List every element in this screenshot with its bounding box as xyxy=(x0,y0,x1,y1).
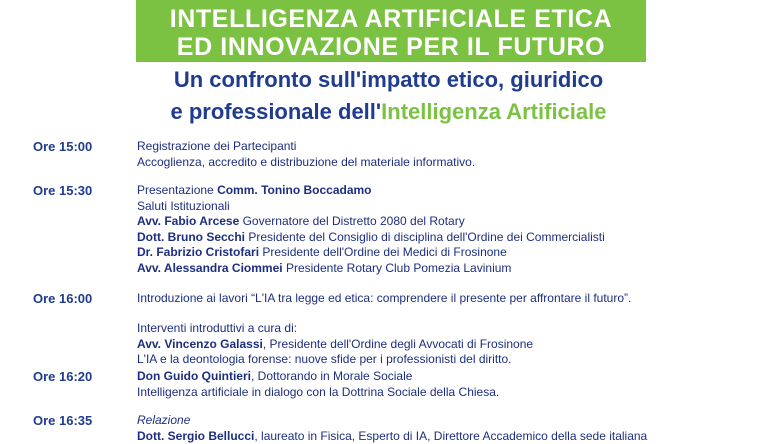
schedule-text: Presidente Rotary Club Pomezia Lavinium xyxy=(282,261,512,275)
schedule-line xyxy=(137,245,507,261)
schedule-row xyxy=(0,183,777,277)
schedule-text: , laureato in Fisica, Esperto di IA, Direttore Accademico della sede italiana xyxy=(254,428,648,443)
schedule-text: Presidente del Consiglio di disciplina dell'Ordine dei Commercialisti xyxy=(245,229,605,244)
schedule-text: , Presidente dell'Ordine degli Avvocati di Frosinone xyxy=(262,336,534,351)
schedule-line xyxy=(137,139,296,155)
schedule-text: Introduzione ai lavori “L'IA tra legge ed etica: comprendere il presente per affrontare il futuro”. xyxy=(137,291,632,305)
schedule-row xyxy=(0,369,777,400)
schedule-line xyxy=(137,352,512,368)
schedule-line xyxy=(137,321,297,337)
schedule-row xyxy=(0,321,777,368)
speaker-name: Dott. Bruno Secchi xyxy=(137,229,246,244)
speaker-name: Avv. Fabio Arcese xyxy=(137,214,240,229)
schedule-text: L'IA e la deontologia forense: nuove sfide per i professionisti del diritto. xyxy=(137,352,512,367)
title-banner xyxy=(136,0,646,62)
banner-title-line-1: INTELLIGENZA ARTIFICIALE ETICA xyxy=(169,5,613,33)
schedule-time: Ore 15:30 xyxy=(33,183,93,198)
schedule-line xyxy=(137,429,647,444)
schedule-text: Registrazione dei Partecipanti xyxy=(137,139,297,153)
subtitle-text: e professionale dell' xyxy=(170,99,382,124)
banner-title-line-2: ED INNOVAZIONE PER IL FUTURO xyxy=(176,33,606,61)
schedule-line xyxy=(137,369,412,385)
schedule-text: Governatore del Distretto 2080 del Rotary xyxy=(239,214,465,229)
subtitle-highlight: Intelligenza Artificiale xyxy=(381,99,607,124)
schedule-line xyxy=(137,155,475,171)
schedule-text: Interventi introduttivi a cura di: xyxy=(137,321,298,335)
schedule-time: Ore 16:35 xyxy=(33,413,93,428)
schedule-text: , Dottorando in Morale Sociale xyxy=(251,369,413,383)
speaker-name: Avv. Alessandra Ciommei xyxy=(137,261,283,275)
schedule-text: Intelligenza artificiale in dialogo con la Dottrina Sociale della Chiesa. xyxy=(137,384,500,399)
schedule-text: Accoglienza, accredito e distribuzione del materiale informativo. xyxy=(137,154,476,169)
speaker-name: Dr. Fabrizio Cristofari xyxy=(137,245,260,260)
schedule-line xyxy=(137,261,511,277)
subtitle-line-1: Un confronto sull'impatto etico, giuridico xyxy=(173,67,604,92)
schedule-line xyxy=(137,413,190,429)
schedule-line xyxy=(137,199,230,215)
schedule-line xyxy=(137,183,372,199)
schedule-line xyxy=(137,230,605,246)
schedule-line xyxy=(137,337,533,353)
schedule-text: Presentazione xyxy=(137,183,218,197)
schedule-text: Relazione xyxy=(137,413,191,427)
schedule-time: Ore 16:00 xyxy=(33,291,93,306)
subtitle-line-2 xyxy=(0,98,777,126)
schedule-row xyxy=(0,139,777,170)
schedule-line xyxy=(137,291,631,307)
schedule-line xyxy=(137,385,499,401)
speaker-name: Don Guido Quintieri xyxy=(137,369,251,383)
schedule-text: Presidente dell'Ordine dei Medici di Frosinone xyxy=(259,245,507,260)
speaker-name: Avv. Vincenzo Galassi xyxy=(137,336,263,351)
speaker-name: Comm. Tonino Boccadamo xyxy=(217,183,372,197)
speaker-name: Dott. Sergio Bellucci xyxy=(137,428,255,443)
schedule-line xyxy=(137,214,465,230)
schedule-time: Ore 16:20 xyxy=(33,369,93,384)
schedule-text: Saluti Istituzionali xyxy=(137,198,230,213)
schedule-row xyxy=(0,413,777,444)
schedule-row xyxy=(0,291,777,307)
schedule-time: Ore 15:00 xyxy=(33,139,93,154)
